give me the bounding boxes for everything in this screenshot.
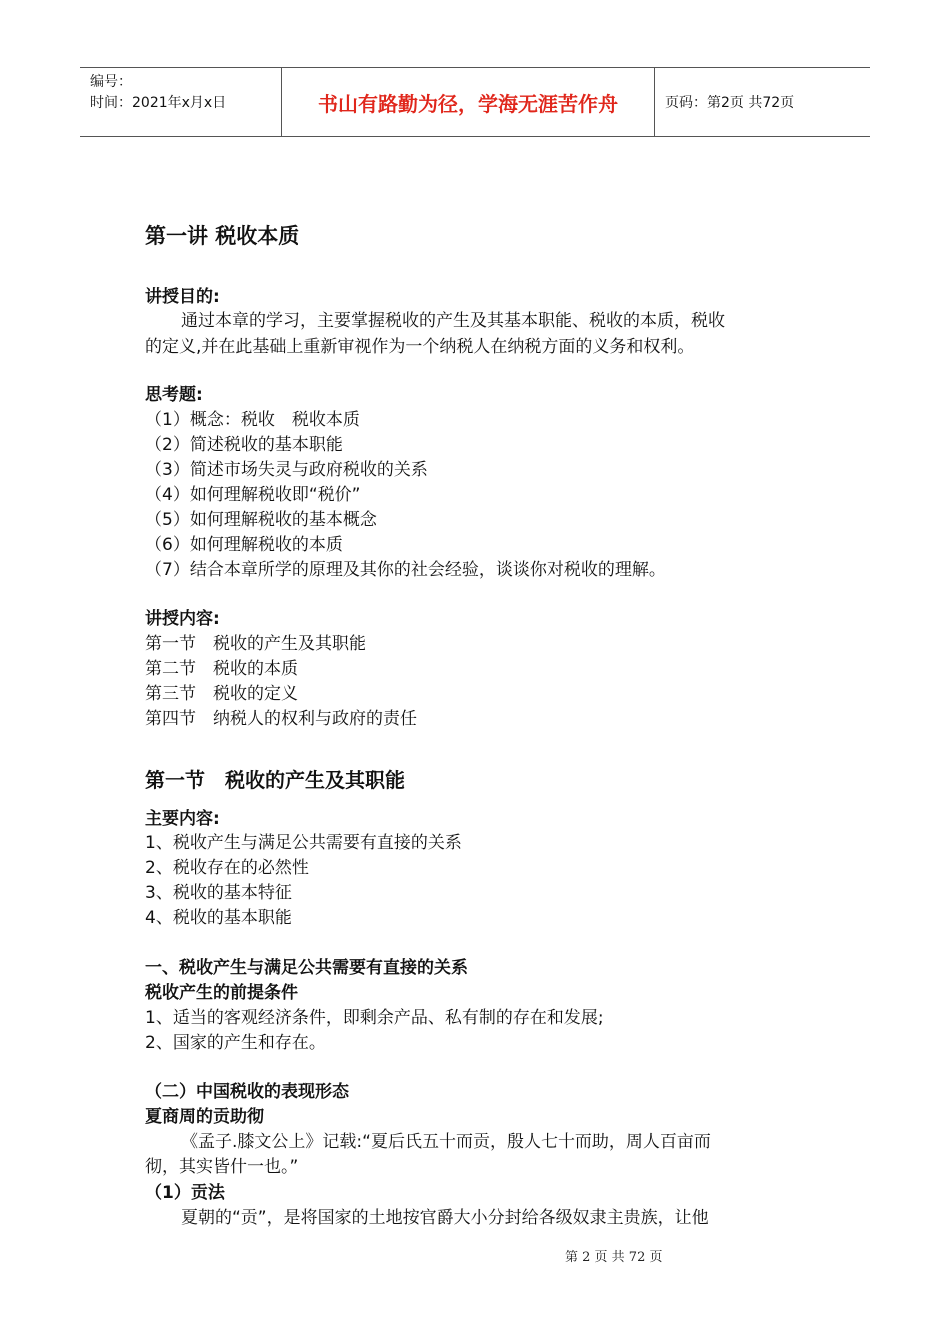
subsection-subheading: 夏商周的贡助彻 [145, 1107, 264, 1127]
subsection-heading: （二）中国税收的表现形态 [145, 1082, 349, 1102]
content-heading: 讲授内容: [145, 609, 220, 629]
condition-item: 2、国家的产生和存在。 [145, 1033, 326, 1053]
objective-heading: 讲授目的: [145, 287, 220, 307]
main-content-item: 4、税收的基本职能 [145, 908, 292, 928]
page-footer: 第 2 页 共 72 页 [565, 1250, 663, 1265]
question-item: （3）简述市场失灵与政府税收的关系 [145, 460, 428, 480]
questions-heading: 思考题: [145, 385, 203, 405]
gong-text-1: 夏朝的“贡”，是将国家的土地按官爵大小分封给各级奴隶主贵族，让他 [181, 1208, 709, 1228]
subsection-subheading: 税收产生的前提条件 [145, 983, 298, 1003]
main-content-item: 1、税收产生与满足公共需要有直接的关系 [145, 833, 462, 853]
question-item: （4）如何理解税收即“税价” [145, 485, 361, 505]
lecture-title: 第一讲 税收本质 [145, 224, 300, 248]
section-list-item: 第四节 纳税人的权利与政府的责任 [145, 709, 417, 729]
time-label: 时间：2021年x月x日 [90, 95, 227, 111]
section-list-item: 第三节 税收的定义 [145, 684, 298, 704]
section-list-item: 第二节 税收的本质 [145, 659, 298, 679]
code-label: 编号： [90, 74, 132, 90]
question-item: （1）概念：税收 税收本质 [145, 410, 360, 430]
objective-text-1: 通过本章的学习，主要掌握税收的产生及其基本职能、税收的本质，税收 [181, 311, 725, 331]
question-item: （7）结合本章所学的原理及其你的社会经验，谈谈你对税收的理解。 [145, 560, 666, 580]
quote-text-2: 彻，其实皆什一也。” [145, 1157, 299, 1177]
main-content-item: 3、税收的基本特征 [145, 883, 292, 903]
section-title: 第一节 税收的产生及其职能 [145, 768, 405, 792]
header-page-info: 页码：第2页 共72页 [665, 95, 795, 111]
header-meta [80, 68, 282, 136]
objective-text-2: 的定义,并在此基础上重新审视作为一个纳税人在纳税方面的义务和权利。 [145, 337, 695, 357]
question-item: （2）简述税收的基本职能 [145, 435, 343, 455]
gong-heading: （1）贡法 [145, 1183, 225, 1203]
condition-item: 1、适当的客观经济条件，即剩余产品、私有制的存在和发展; [145, 1008, 604, 1028]
question-item: （5）如何理解税收的基本概念 [145, 510, 377, 530]
question-item: （6）如何理解税收的本质 [145, 535, 343, 555]
section-list-item: 第一节 税收的产生及其职能 [145, 634, 366, 654]
main-content-heading: 主要内容: [145, 809, 220, 829]
header-motto: 书山有路勤为径，学海无涯苦作舟 [282, 68, 655, 136]
main-content-item: 2、税收存在的必然性 [145, 858, 309, 878]
page-header [80, 67, 870, 137]
quote-text-1: 《孟子.膝文公上》记载:“夏后氏五十而贡，殷人七十而助，周人百亩而 [181, 1132, 711, 1152]
subsection-heading: 一、税收产生与满足公共需要有直接的关系 [145, 958, 468, 978]
